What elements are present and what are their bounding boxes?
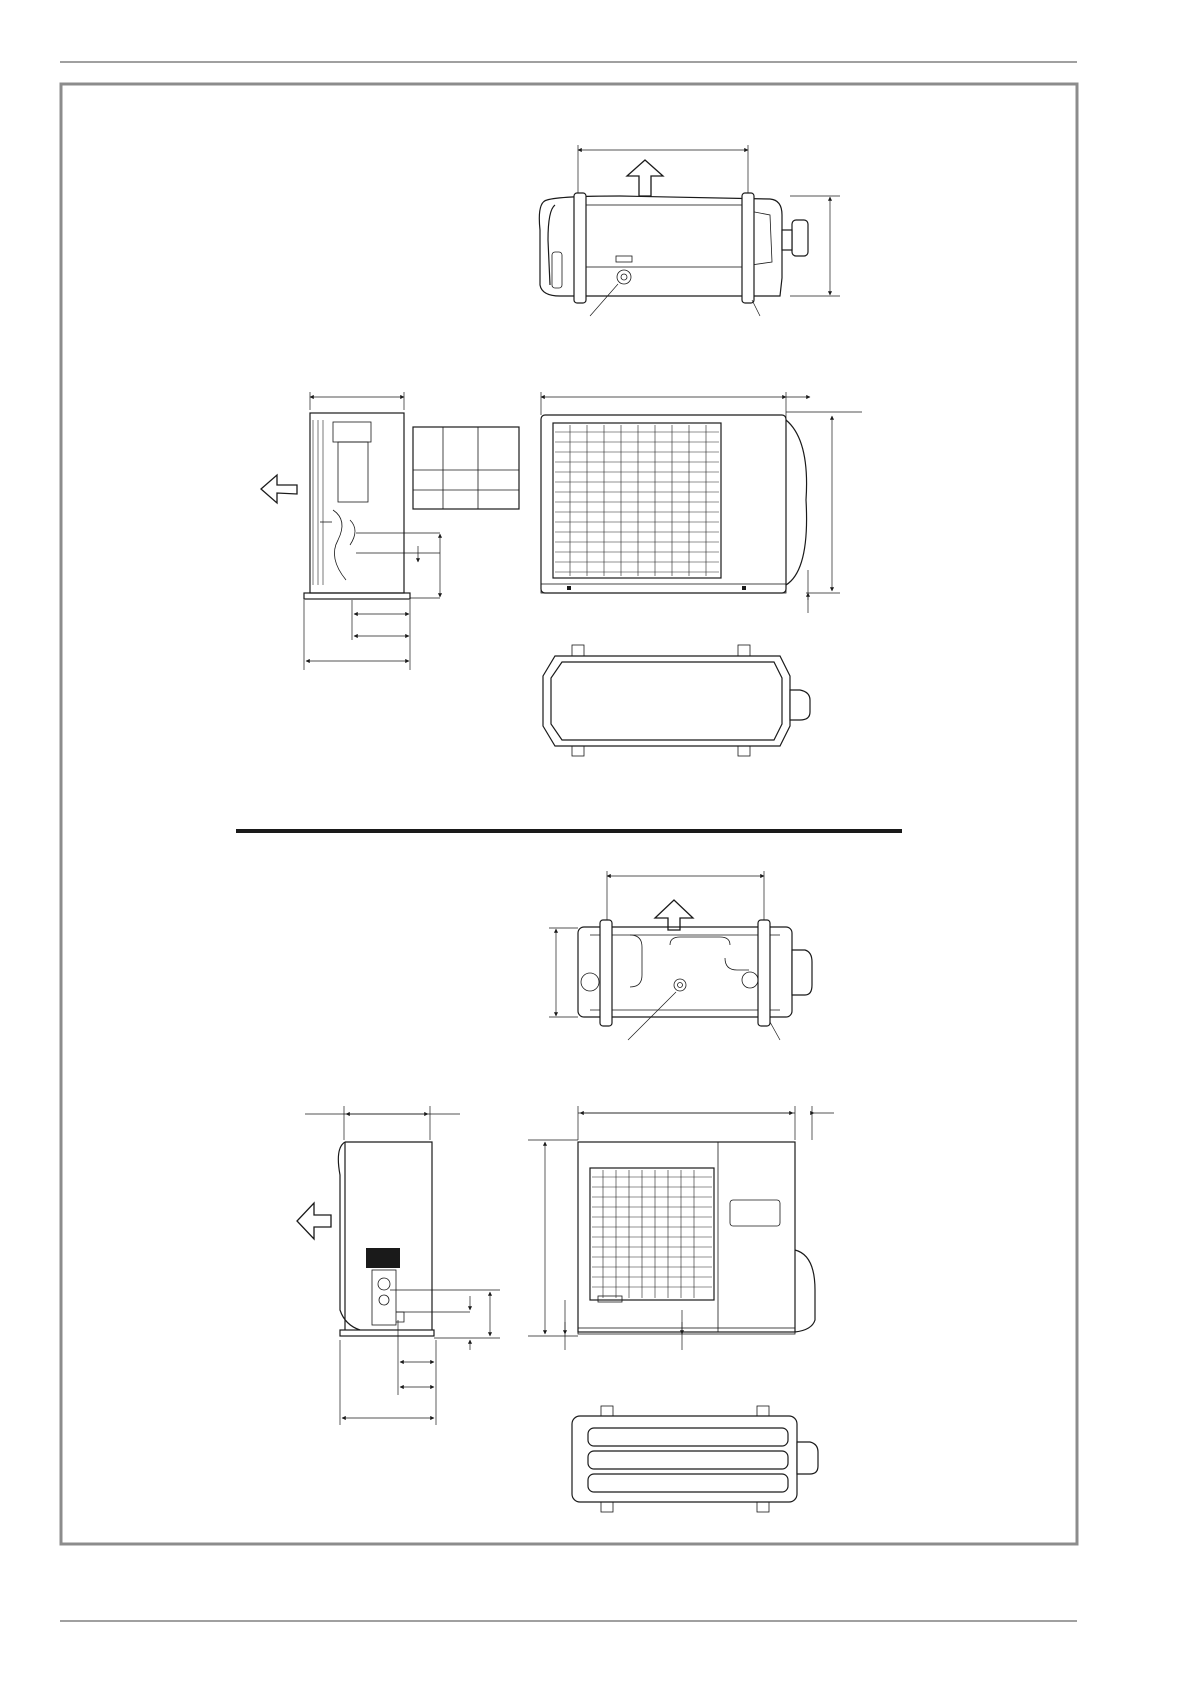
section-1-spec-table (413, 427, 519, 509)
section-2-drawings (297, 871, 834, 1512)
section-2-top-view (572, 1406, 818, 1512)
drawing-frame (61, 84, 1077, 1544)
section-2-side-view (297, 1106, 500, 1425)
section-2-front-view (528, 1106, 834, 1350)
section-1-front-view (541, 392, 862, 613)
section-1-drawings (261, 145, 862, 756)
airflow-arrow-left-icon (297, 1203, 331, 1239)
section-2-bottom-view (549, 871, 812, 1040)
airflow-arrow-left-icon (261, 475, 297, 503)
airflow-arrow-up-icon (655, 900, 693, 930)
fan-grille (555, 425, 719, 576)
section-1-top-view (543, 645, 810, 756)
fan-grille (592, 1170, 712, 1298)
section-1-bottom-view (539, 145, 840, 316)
airflow-arrow-up-icon (627, 160, 663, 196)
